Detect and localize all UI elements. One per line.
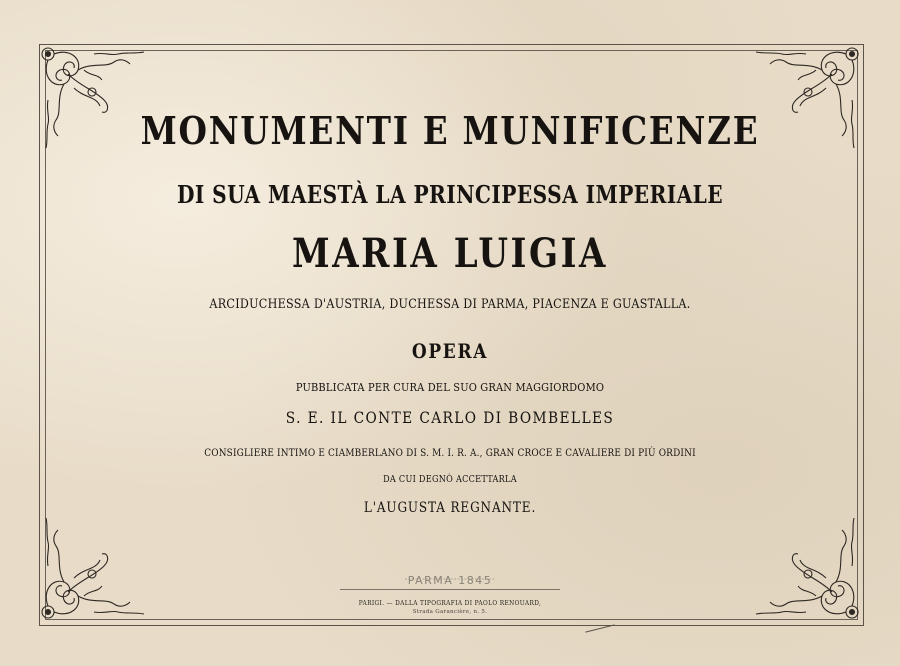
dotted-rule-ornament-icon — [405, 566, 495, 570]
subtitle-line: DI SUA MAESTÀ LA PRINCIPESSA IMPERIALE — [176, 180, 724, 209]
place-and-date: PARMA 1845 — [407, 574, 493, 587]
printer-address: Strada Garancière, n. 5. — [412, 609, 488, 615]
printer-imprint: PARIGI. — DALLA TIPOGRAFIA DI PAOLO RENOUARD, — [358, 599, 542, 607]
acceptance-note: DA CUI DEGNÒ ACCETTARLA — [383, 474, 517, 485]
work-label: OPERA — [411, 339, 489, 363]
publisher-note: PUBBLICATA PER CURA DEL SUO GRAN MAGGIORDOMO — [295, 380, 605, 394]
dedicatee: L'AUGUSTA REGNANTE. — [363, 500, 537, 516]
honoree-name: MARIA LUIGIA — [292, 230, 608, 277]
editor-titles: CONSIGLIERE INTIMO E CIAMBERLANO DI S. M. I. R. A., GRAN CROCE E CAVALIERE DI PIÙ ORDINI — [204, 447, 696, 459]
honoree-titles: ARCIDUCHESSA D'AUSTRIA, DUCHESSA DI PARMA, PIACENZA E GUASTALLA. — [209, 297, 691, 312]
editor-name: S. E. IL CONTE CARLO DI BOMBELLES — [285, 408, 615, 427]
main-title: MONUMENTI E MUNIFICENZE — [140, 108, 760, 153]
imprint-rule — [340, 589, 560, 590]
